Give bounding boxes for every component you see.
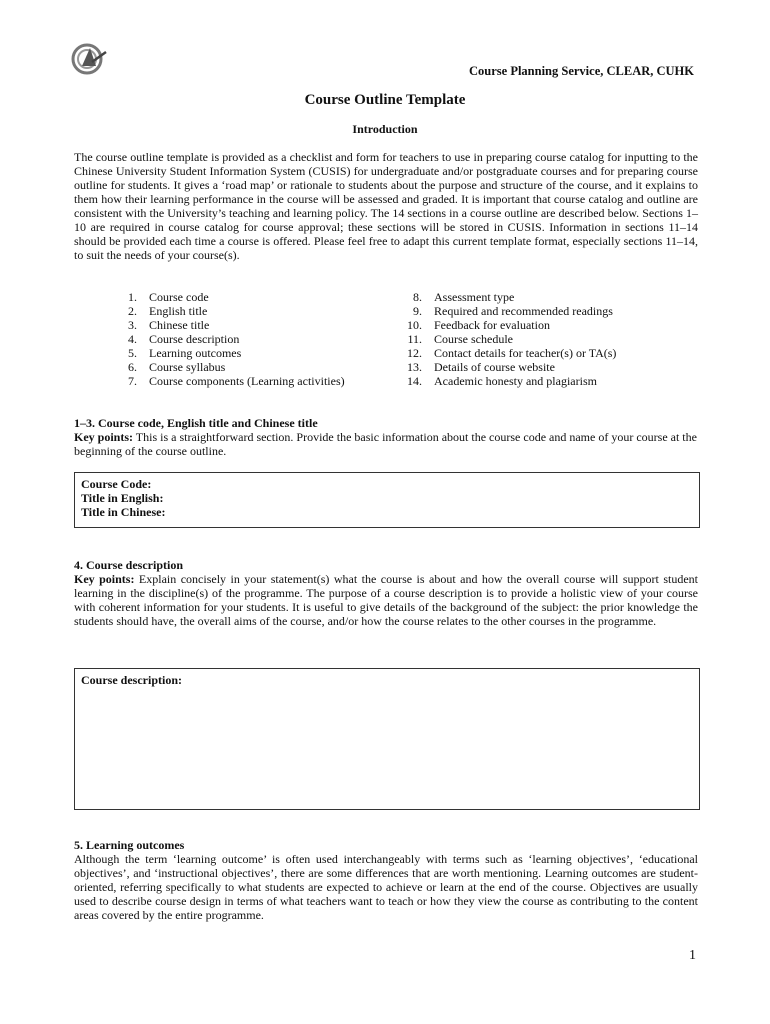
document-title: Course Outline Template [304, 92, 466, 108]
list-item-number: 1. [128, 290, 137, 304]
sections-list-left [115, 290, 345, 388]
list-item-label: English title [149, 304, 208, 318]
list-item-label: Learning outcomes [149, 346, 242, 360]
course-description-field: Course description: [81, 673, 182, 687]
list-item-label: Course schedule [434, 332, 513, 346]
list-item [115, 304, 345, 318]
list-item-number: 9. [413, 304, 422, 318]
list-item-number: 13. [407, 360, 422, 374]
list-item-number: 14. [407, 374, 422, 388]
list-item-label: Course syllabus [149, 360, 226, 374]
section-1-3-heading: 1–3. Course code, English title and Chinese title [74, 416, 318, 430]
section-5-heading: 5. Learning outcomes [74, 838, 185, 852]
section-1-3-key-points [74, 430, 698, 458]
section-5-paragraph: Although the term ‘learning outcome’ is often used interchangeably with terms such as ‘learning objectives’, ‘educational objectives’, and ‘instructional objectives’, there are some differences that are worth mentioning. Learning outcomes are student-oriented, referring specifically to what students are expected to achieve or learn at the end of the course. Objectives are usually used to describe course design in terms of what teachers want to teach or how they view the course as contributing to the content areas covered by the entire programme. [74, 852, 698, 922]
section-4-key-points [74, 572, 698, 628]
introduction-paragraph: The course outline template is provided as a checklist and form for teachers to use in preparing course catalog for inputting to the Chinese University Student Information System (CUSIS) for undergraduate and/or postgraduate courses and for preparing course outline for students. It gives a ‘road map’ or rationale to students about the purpose and structure of the course, and it explains to them how their learning performance in the course will be assessed and graded. It is important that course catalog and outline are consistent with the University’s teaching and learning policy. The 14 sections in a course outline are described below. Sections 1–10 are required in course catalog for course approval; these sections will be stored in CUSIS. Information in sections 11–14 should be provided each time a course is offered. Please feel free to adapt this current template format, especially sections 11–14, to suit the needs of your course(s). [74, 150, 698, 262]
list-item-number: 5. [128, 346, 137, 360]
list-item-number: 7. [128, 374, 137, 388]
list-item [400, 304, 616, 318]
list-item-number: 3. [128, 318, 137, 332]
list-item [400, 318, 616, 332]
list-item-number: 6. [128, 360, 137, 374]
key-points-text: This is a straightforward section. Provide the basic information about the course code and name of your course at the beginning of the course outline. [74, 430, 697, 458]
list-item-number: 10. [407, 318, 422, 332]
list-item [400, 346, 616, 360]
list-item-number: 8. [413, 290, 422, 304]
list-item-number: 2. [128, 304, 137, 318]
list-item [115, 346, 345, 360]
key-points-label: Key points: [74, 572, 135, 586]
list-item-label: Chinese title [149, 318, 210, 332]
list-item-label: Course code [149, 290, 209, 304]
key-points-label: Key points: [74, 430, 134, 444]
list-item [400, 290, 616, 304]
list-item-label: Contact details for teacher(s) or TA(s) [434, 346, 617, 360]
list-item-number: 11. [407, 332, 422, 346]
list-item-number: 12. [407, 346, 422, 360]
list-item [115, 290, 345, 304]
key-points-text: Explain concisely in your statement(s) what the course is about and how the overall course will support student learning in the discipline(s) of the programme. The purpose of a course description is to provide a holistic view of your course with coherent information for your students. It is useful to give details of the background of the subject: the prior knowledge the students should have, the overall aims of the course, and/or how the course relates to the other courses in the programme. [74, 572, 698, 628]
sections-list-right [400, 290, 616, 388]
list-item [115, 332, 345, 346]
list-item [400, 360, 616, 374]
list-item-label: Required and recommended readings [434, 304, 613, 318]
course-description-box[interactable] [74, 668, 700, 810]
course-code-field: Course Code: [81, 477, 152, 491]
service-header: Course Planning Service, CLEAR, CUHK [469, 64, 694, 78]
title-english-field: Title in English: [81, 491, 164, 505]
list-item [400, 332, 616, 346]
list-item-label: Assessment type [434, 290, 515, 304]
list-item [115, 360, 345, 374]
course-info-box[interactable] [74, 472, 700, 528]
list-item [400, 374, 616, 388]
list-item-label: Course components (Learning activities) [149, 374, 345, 388]
list-item [115, 374, 345, 388]
page-number: 1 [689, 948, 696, 963]
cuhk-clear-logo-icon [70, 42, 108, 76]
section-4-heading: 4. Course description [74, 558, 183, 572]
list-item-label: Feedback for evaluation [434, 318, 550, 332]
title-chinese-field: Title in Chinese: [81, 505, 166, 519]
list-item [115, 318, 345, 332]
list-item-label: Academic honesty and plagiarism [434, 374, 597, 388]
list-item-label: Course description [149, 332, 240, 346]
introduction-heading: Introduction [352, 122, 418, 136]
list-item-number: 4. [128, 332, 137, 346]
list-item-label: Details of course website [434, 360, 555, 374]
